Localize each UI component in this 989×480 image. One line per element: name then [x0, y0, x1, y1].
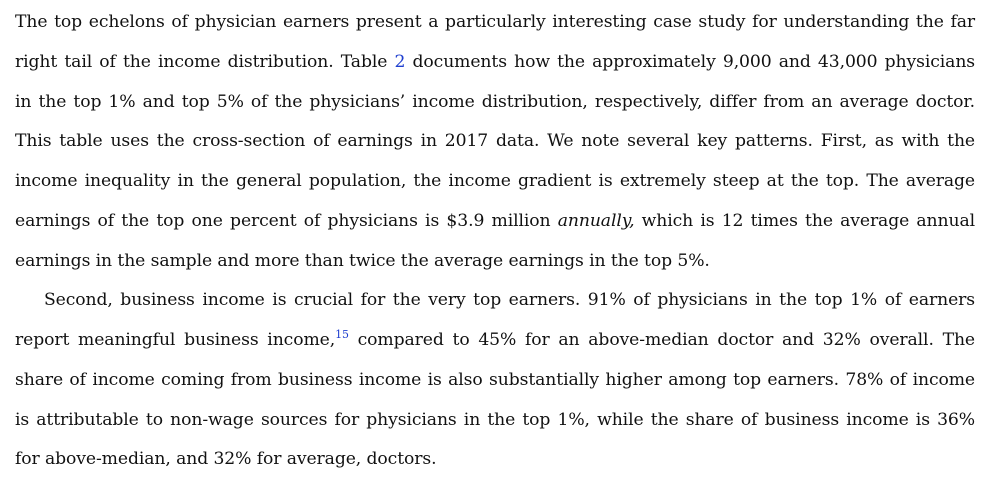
footnote-link[interactable]: 15 [335, 328, 349, 341]
table-reference-link[interactable]: 2 [394, 51, 406, 72]
paragraph-top-earners [15, 3, 975, 281]
text-line: This table uses the cross-section of earnings in 2017 data. We note several key patterns. First, as with the [15, 131, 975, 152]
paragraph-business-income [15, 281, 975, 480]
text-line: share of income coming from business income is also substantially higher among top earners. 78% of income [15, 369, 975, 390]
text-line: The top echelons of physician earners present a particularly interesting case study for understanding the far [15, 12, 975, 32]
text-line: right tail of the income distribution. Table 2 documents how the approximately 9,000 and 43,000 physicians [15, 51, 976, 72]
text-line: in the top 1% and top 5% of the physicians’ income distribution, respectively, differ from an average doctor. [15, 91, 975, 112]
emphasis-text: annually, [557, 210, 635, 231]
text-line: Second, business income is crucial for the very top earners. 91% of physicians in the top 1% of earners [44, 290, 975, 311]
text-line: income inequality in the general population, the income gradient is extremely steep at the top. The average [15, 171, 975, 191]
paper-body [15, 3, 975, 480]
text-line: is attributable to non-wage sources for physicians in the top 1%, while the share of business income is 36% [15, 409, 975, 430]
text-line: for above-median, and 32% for average, doctors. [15, 449, 437, 470]
text-line: earnings of the top one percent of physicians is $3.9 million annually, which is 12 times the average annual [15, 210, 976, 231]
text-line: earnings in the sample and more than twice the average earnings in the top 5%. [15, 250, 710, 271]
text-line: report meaningful business income,$^{15}$ compared to 45% for an above-median doctor and 32% overall. The [15, 328, 975, 350]
